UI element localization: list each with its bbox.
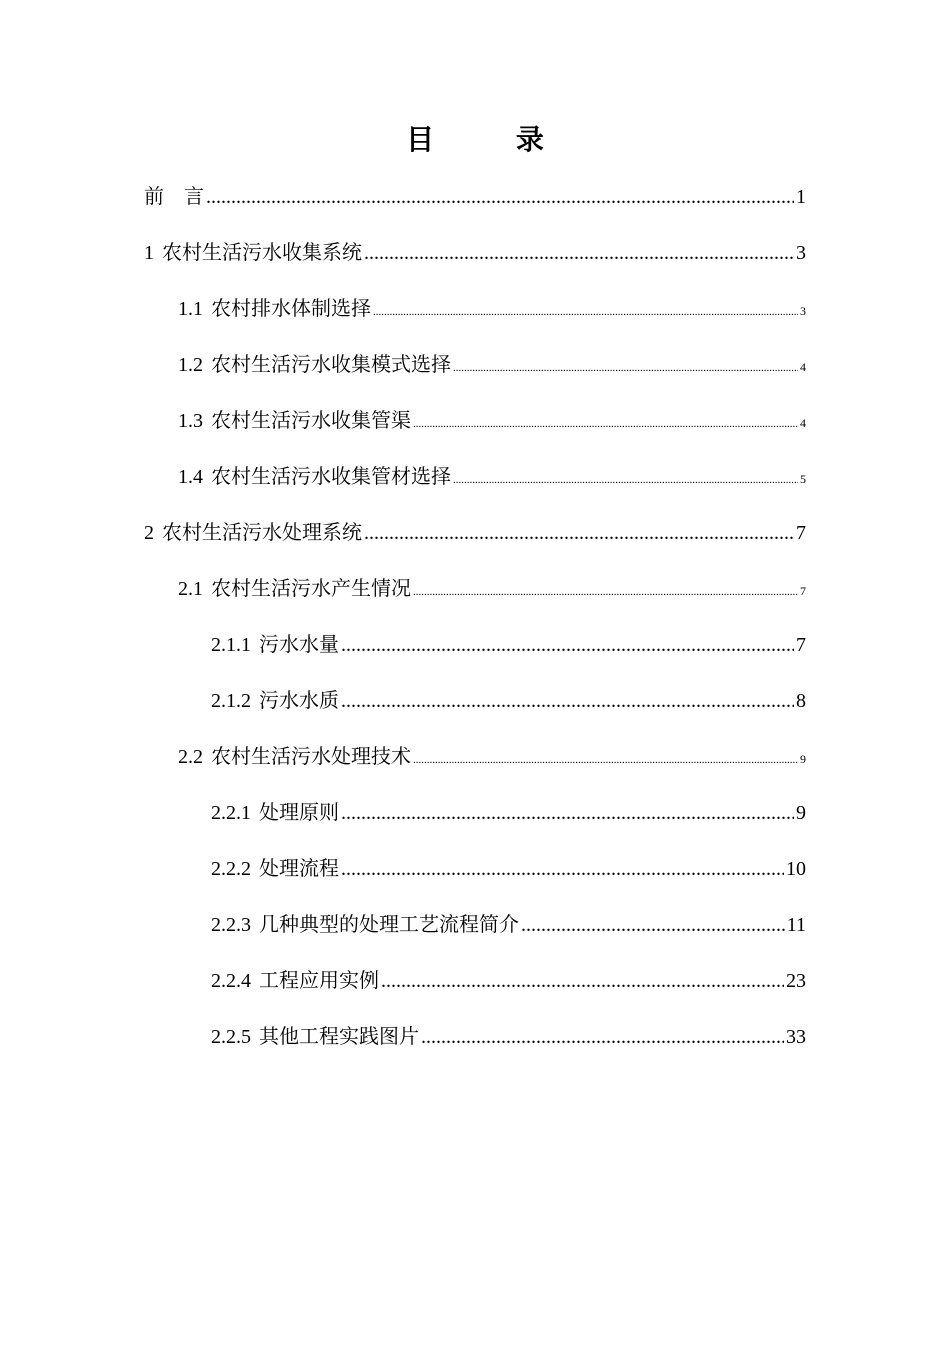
toc-dot-leader (381, 970, 784, 993)
toc-entry-page: 4 (800, 416, 806, 430)
toc-entry-page: 11 (786, 914, 806, 936)
toc-entry-section-1-4[interactable] (178, 460, 806, 494)
toc-entry-page: 10 (786, 858, 806, 880)
toc-dot-leader (453, 474, 798, 486)
toc-dot-leader (413, 586, 798, 598)
toc-entry-number: 2.2.5 (211, 1026, 251, 1048)
toc-entry-page: 9 (800, 752, 806, 766)
toc-entry-section-2-1[interactable] (178, 572, 806, 606)
toc-entry-section-1-1[interactable] (178, 292, 806, 326)
toc-entry-number: 2.2.4 (211, 970, 251, 992)
toc-dot-leader (341, 690, 794, 713)
toc-entry-title: 前 言 (144, 186, 204, 208)
toc-entry-page: 23 (786, 970, 806, 992)
toc-entry-title: 污水水量 (259, 634, 339, 656)
toc-entry-subsection-2-2-5[interactable] (211, 1020, 806, 1054)
toc-entry-page: 33 (786, 1026, 806, 1048)
toc-dot-leader (341, 858, 784, 881)
toc-entry-title: 农村生活污水收集模式选择 (211, 354, 451, 376)
toc-dot-leader (413, 754, 798, 766)
toc-entry-number: 2.1.2 (211, 690, 251, 712)
toc-entry-title: 几种典型的处理工艺流程简介 (259, 914, 519, 936)
toc-entry-title: 农村生活污水收集管渠 (211, 410, 411, 432)
toc-entry-title: 农村生活污水处理系统 (162, 522, 362, 544)
toc-entry-number: 2.1 (178, 578, 203, 600)
toc-entry-number: 1.3 (178, 410, 203, 432)
toc-entry-title: 农村生活污水产生情况 (211, 578, 411, 600)
toc-entry-number: 2 (144, 522, 154, 544)
toc-entry-chapter-1[interactable] (144, 236, 806, 270)
toc-entry-number: 2.1.1 (211, 634, 251, 656)
toc-entry-subsection-2-2-1[interactable] (211, 796, 806, 830)
toc-entry-page: 7 (796, 634, 806, 656)
toc-dot-leader (364, 522, 794, 545)
toc-entry-section-1-3[interactable] (178, 404, 806, 438)
toc-entry-page: 3 (800, 304, 806, 318)
toc-entry-subsection-2-2-2[interactable] (211, 852, 806, 886)
toc-entry-subsection-2-2-4[interactable] (211, 964, 806, 998)
toc-dot-leader (341, 634, 794, 657)
toc-entry-number: 1.4 (178, 466, 203, 488)
toc-entry-title: 处理流程 (259, 858, 339, 880)
toc-dot-leader (453, 362, 798, 374)
toc-entry-page: 7 (796, 522, 806, 544)
toc-entry-page: 5 (800, 472, 806, 486)
toc-entry-section-1-2[interactable] (178, 348, 806, 382)
toc-dot-leader (373, 306, 798, 318)
toc-entry-subsection-2-1-2[interactable] (211, 684, 806, 718)
toc-entry-page: 8 (796, 690, 806, 712)
toc-entry-title: 处理原则 (259, 802, 339, 824)
toc-entry-title: 污水水质 (259, 690, 339, 712)
toc-entry-title: 农村生活污水收集系统 (162, 242, 362, 264)
toc-entry-title: 农村生活污水收集管材选择 (211, 466, 451, 488)
toc-entry-number: 1.1 (178, 298, 203, 320)
toc-entry-chapter-2[interactable] (144, 516, 806, 550)
toc-entry-title: 农村排水体制选择 (211, 298, 371, 320)
toc-entry-title: 农村生活污水处理技术 (211, 746, 411, 768)
toc-entry-number: 2.2.2 (211, 858, 251, 880)
toc-entry-section-2-2[interactable] (178, 740, 806, 774)
toc-entry-preface[interactable] (144, 180, 806, 214)
toc-entry-title: 其他工程实践图片 (259, 1026, 419, 1048)
toc-entry-page: 9 (796, 802, 806, 824)
toc-entry-number: 2.2.3 (211, 914, 251, 936)
toc-entry-page: 4 (800, 360, 806, 374)
toc-dot-leader (341, 802, 794, 825)
toc-dot-leader (521, 914, 785, 937)
toc-entry-number: 2.2 (178, 746, 203, 768)
toc-dot-leader (364, 242, 794, 265)
toc-entry-number: 1.2 (178, 354, 203, 376)
page-title: 目 录 (406, 123, 580, 156)
toc-dot-leader (413, 418, 798, 430)
toc-entry-number: 1 (144, 242, 154, 264)
toc-entry-subsection-2-1-1[interactable] (211, 628, 806, 662)
toc-dot-leader (206, 186, 794, 209)
toc-dot-leader (421, 1026, 784, 1049)
toc-entry-subsection-2-2-3[interactable] (211, 908, 806, 942)
toc-entry-page: 3 (796, 242, 806, 264)
toc-entry-title: 工程应用实例 (259, 970, 379, 992)
toc-entry-page: 7 (800, 584, 806, 598)
toc-entry-page: 1 (796, 186, 806, 208)
toc-entry-number: 2.2.1 (211, 802, 251, 824)
